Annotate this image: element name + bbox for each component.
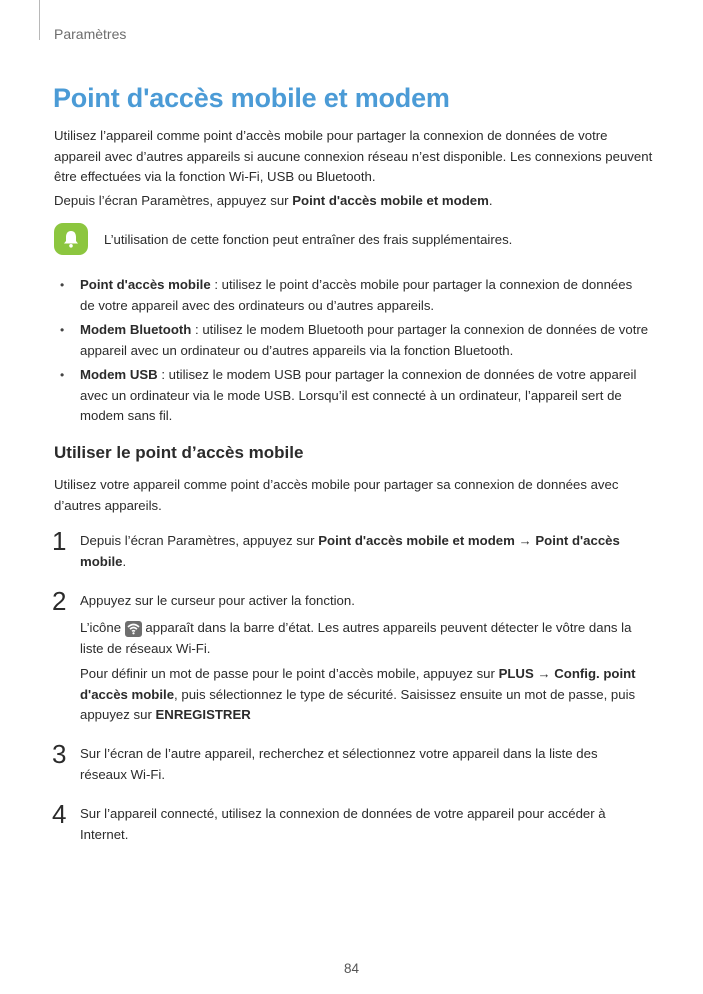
step-2-icon-note: L’icône apparaît dans la barre d’état. Les autres appareils peuvent détecter le vôtre dans la liste de réseaux Wi-Fi. [80, 620, 632, 656]
subsection-intro: Utilisez votre appareil comme point d’accès mobile pour partager sa connexion de données avec d’autres appareils. [54, 477, 619, 513]
section-header: Paramètres [54, 26, 127, 42]
bullet-marker: • [60, 323, 65, 337]
step-number: 2 [52, 586, 67, 616]
step-2: Appuyez sur le curseur pour activer la fonction. [80, 593, 355, 608]
bullet-hotspot: Point d'accès mobile : utilisez le point d’accès mobile pour partager la connexion de données de votre appareil avec des ordinateurs ou d’autres appareils. [80, 277, 633, 313]
intro-path: Depuis l’écran Paramètres, appuyez sur Point d'accès mobile et modem. [54, 193, 493, 208]
bell-icon [54, 223, 88, 255]
wifi-hotspot-icon [125, 621, 142, 637]
intro-paragraph: Utilisez l’appareil comme point d’accès mobile pour partager la connexion de données de votre appareil avec d’autres appareils si aucune connexion réseau n’est disponible. Les connexions peuvent être effectuées via la fonction Wi-Fi, USB ou Bluetooth. [54, 128, 653, 184]
subsection-title: Utiliser le point d’accès mobile [54, 443, 304, 462]
page-title: Point d'accès mobile et modem [53, 83, 450, 113]
bullet-marker: • [60, 368, 65, 382]
step-number: 3 [52, 739, 67, 769]
bullet-usb: Modem USB : utilisez le modem USB pour partager la connexion de données de votre appareil avec un ordinateur via le mode USB. Lorsqu’il est connecté à un ordinateur, l’appareil sert de modem sans fil. [80, 367, 637, 423]
header-rule [39, 0, 40, 40]
page-number: 84 [343, 961, 360, 976]
step-1: Depuis l’écran Paramètres, appuyez sur Point d'accès mobile et modem → Point d'accès mobile. [80, 533, 620, 569]
note-text: L’utilisation de cette fonction peut entraîner des frais supplémentaires. [104, 232, 513, 247]
bullet-marker: • [60, 278, 65, 292]
step-number: 4 [52, 799, 67, 829]
step-4: Sur l’appareil connecté, utilisez la connexion de données de votre appareil pour accéder à Internet. [80, 806, 606, 842]
bullet-bluetooth: Modem Bluetooth : utilisez le modem Bluetooth pour partager la connexion de données de votre appareil avec un ordinateur ou d’autres appareils via la fonction Bluetooth. [80, 322, 649, 358]
step-3: Sur l’écran de l’autre appareil, recherchez et sélectionnez votre appareil dans la liste des réseaux Wi-Fi. [80, 746, 598, 782]
step-number: 1 [52, 526, 67, 556]
step-2-password: Pour définir un mot de passe pour le point d’accès mobile, appuyez sur PLUS → Config. point d'accès mobile, puis sélectionnez le type de sécurité. Saisissez ensuite un mot de passe, puis appuyez sur ENREGISTRER [80, 666, 636, 722]
